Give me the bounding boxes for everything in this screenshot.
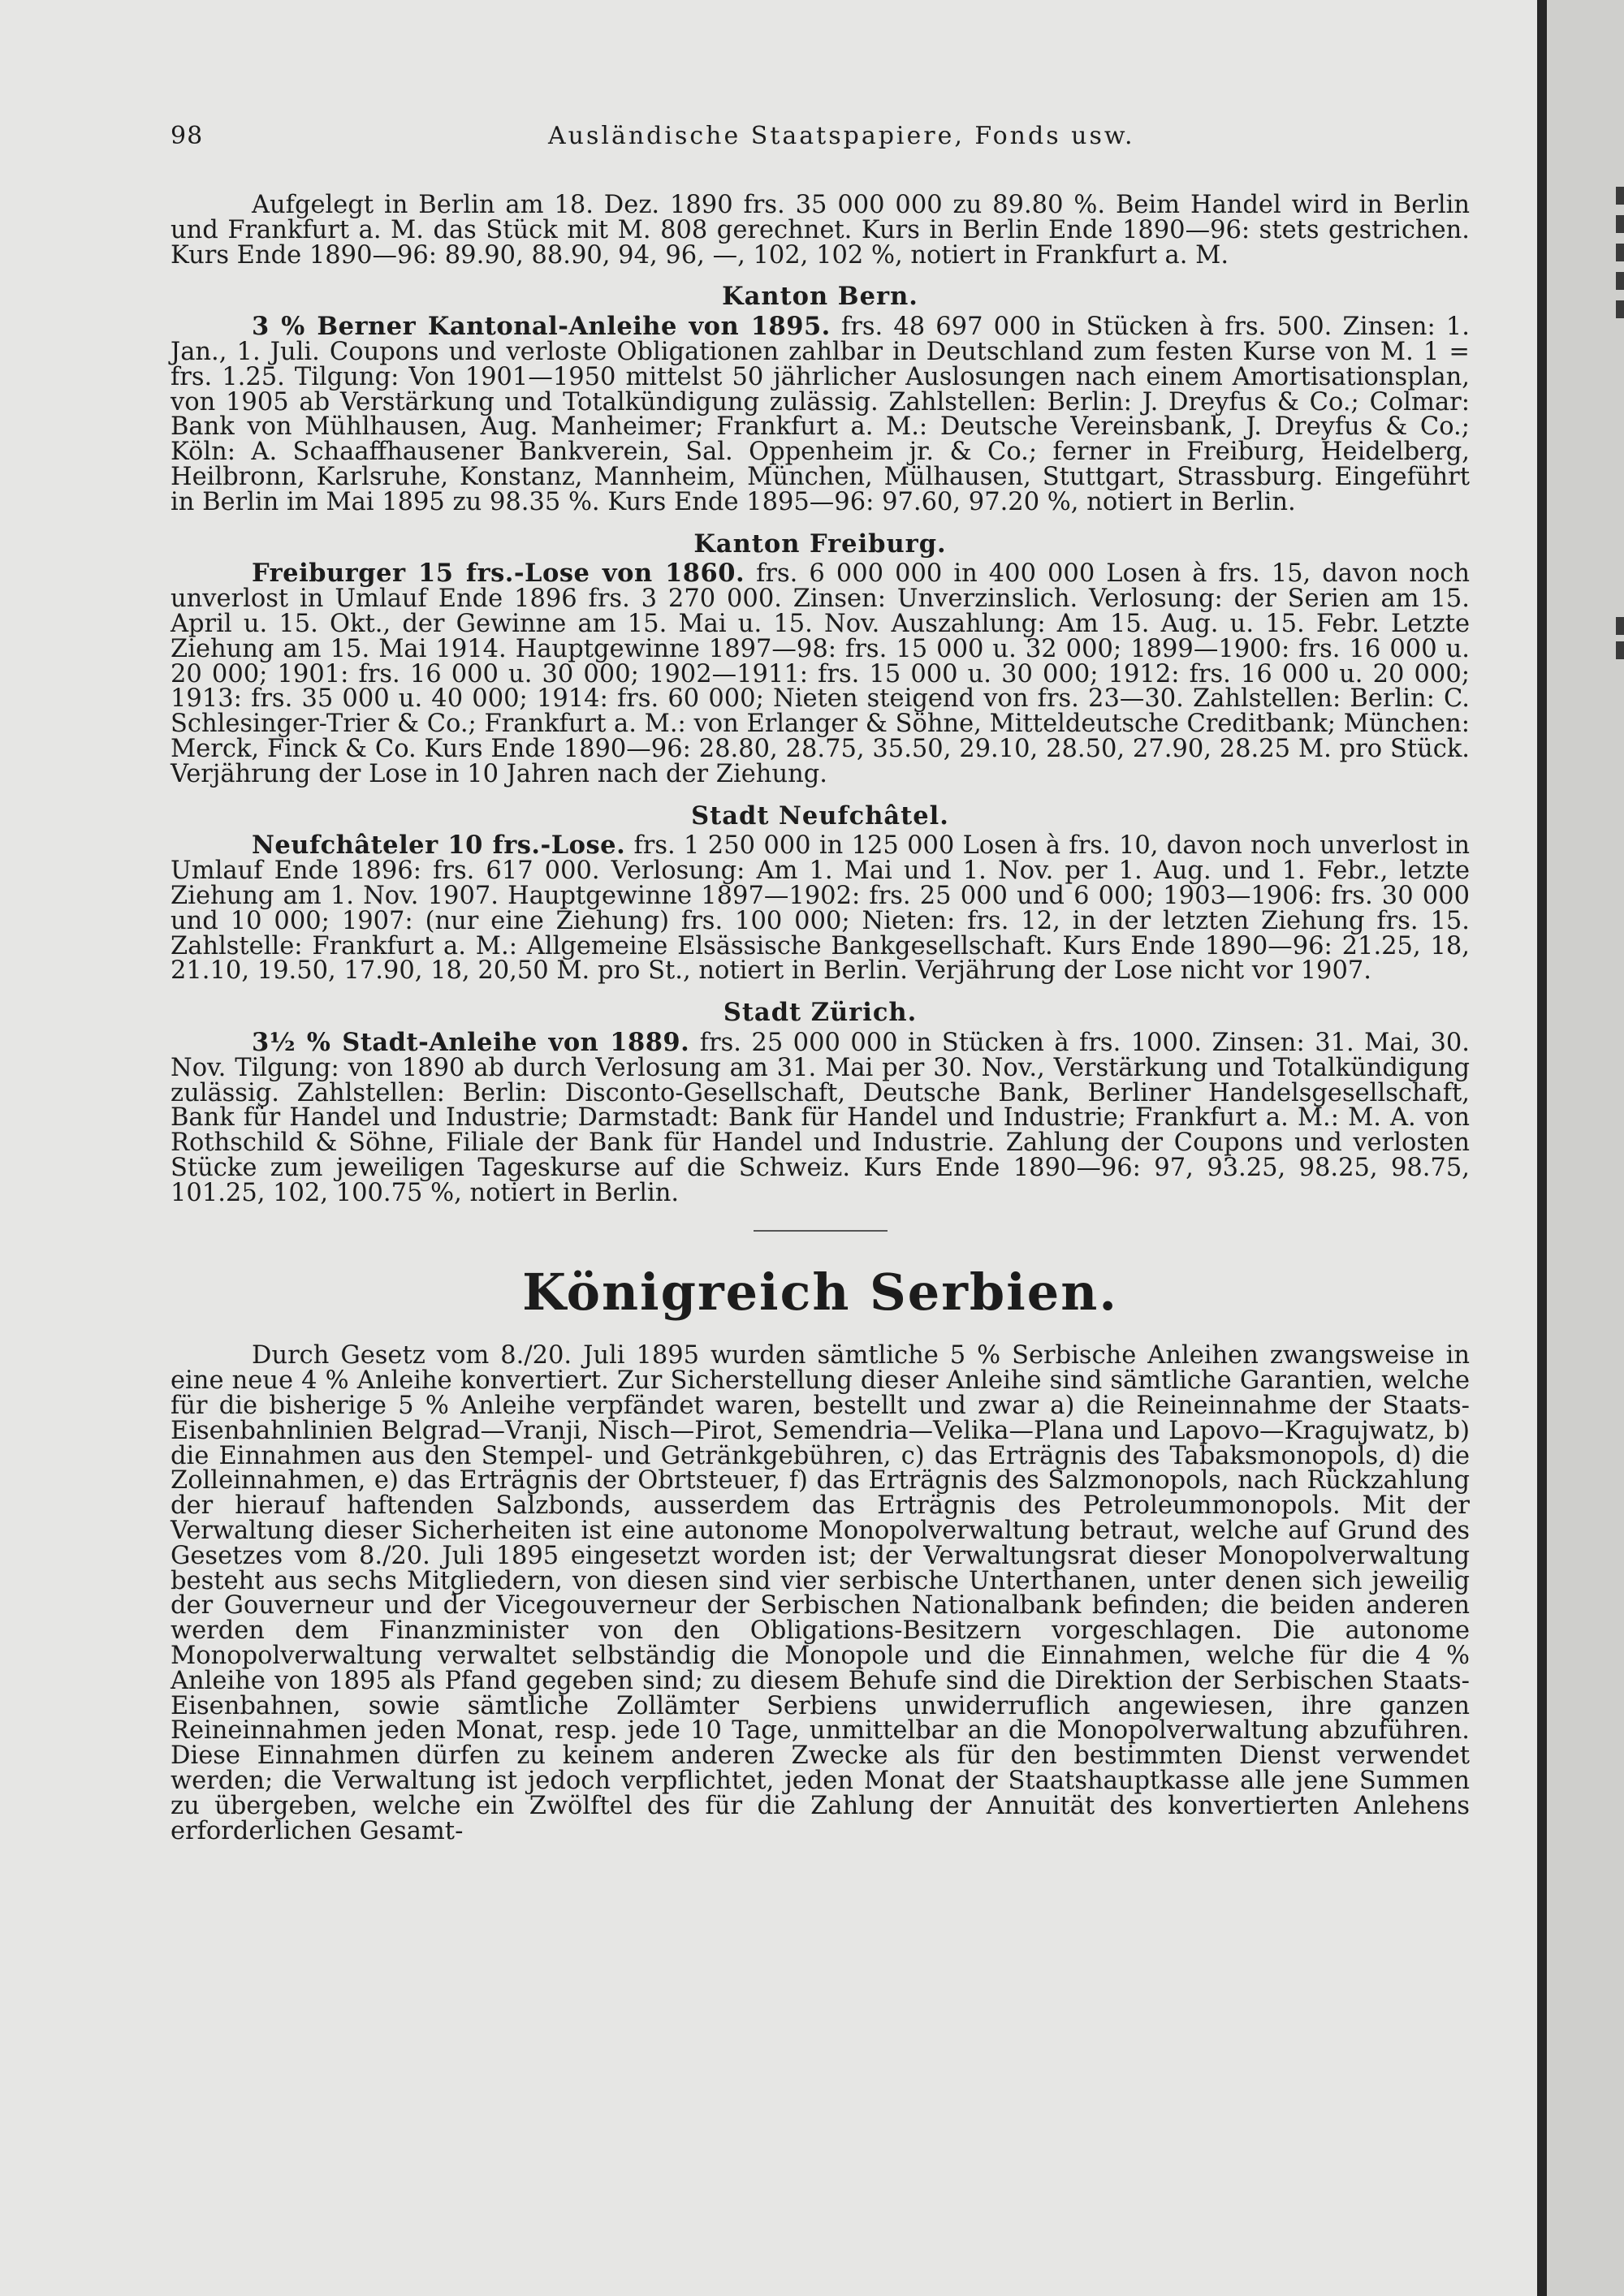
paragraph-zurich [171, 1027, 1470, 1207]
loan-text-zurich: frs. 25 000 000 in Stücken à frs. 1000. Zinsen: 31. Mai, 30. Nov. Tilgung: von 1890 ab durch Verlosung am 31. Mai per 30. Nov., Verstärkung und Totalkündigung zulässig. Zahlstellen: Berlin: Disconto-Gesellschaft, Deutsche Bank, Berliner Handelsgesellschaft, Bank für Handel und Industrie; Darmstadt: Bank für Handel und Industrie; Frankfurt a. M.: M. A. von Rothschild & Söhne, Filiale der Bank für Handel und Industrie. Zahlung der Coupons und verlosten Stücke zum jeweiligen Tageskurse auf die Schweiz. Kurs Ende 1890—96: 97, 93.25, 98.25, 98.75, 101.25, 102, 100.75 %, notiert in Berlin. [171, 1028, 1470, 1207]
loan-title-zurich: 3½ % Stadt-Anleihe von 1889. [252, 1027, 690, 1057]
section-divider [754, 1230, 888, 1232]
paragraph-freiburg [171, 561, 1470, 787]
section-heading-neufchatel: Stadt Neufchâtel. [691, 801, 949, 831]
adjacent-page-mark [1616, 244, 1624, 261]
section-heading-zurich: Stadt Zürich. [723, 998, 918, 1028]
adjacent-page-mark [1616, 300, 1624, 318]
intro-paragraph: Aufgelegt in Berlin am 18. Dez. 1890 frs. 35 000 000 zu 89.80 %. Beim Handel wird in Berlin und Frankfurt a. M. das Stück mit M. 808 gerechnet. Kurs in Berlin Ende 1890—96: stets gestrichen. Kurs Ende 1890—96: 89.90, 88.90, 94, 96, —, 102, 102 %, notiert in Frankfurt a. M. [171, 191, 1470, 270]
loan-title-neufchatel: Neufchâteler 10 frs.-Lose. [252, 831, 626, 861]
loan-text-neufchatel: frs. 1 250 000 in 125 000 Losen à frs. 10, davon noch unverlost in Umlauf Ende 1896: frs. 617 000. Verlosung: Am 1. Mai und 1. Nov. per 1. Aug. und 1. Febr., letzte Ziehung am 1. Nov. 1907. Hauptgewinne 1897—1902: frs. 25 000 und 6 000; 1903—1906: frs. 30 000 und 10 000; 1907: (nur eine Ziehung) frs. 100 000; Nieten: frs. 12, in der letzten Ziehung frs. 15. Zahlstelle: Frankfurt a. M.: Allgemeine Elsässische Bankgesellschaft. Kurs Ende 1890—96: 21.25, 18, 21.10, 19.50, 17.90, 18, 20,50 M. pro St., notiert in Berlin. Verjährung der Lose nicht vor 1907. [171, 831, 1470, 986]
chapter-paragraph: Durch Gesetz vom 8./20. Juli 1895 wurden sämtliche 5 % Serbische Anleihen zwangsweise in eine neue 4 % Anleihe konvertiert. Zur Sicherstellung dieser Anleihe sind sämtliche Garantien, welche für die bisherige 5 % Anleihe verpfändet waren, bestellt und zwar a) die Reineinnahme der Staats-Eisenbahnlinien Belgrad—Vranji, Nisch—Pirot, Semendria—Velika—Plana und Lapovo—Kragujwatz, b) die Einnahmen aus den Stempel- und Getränkgebühren, c) das Erträgnis des Tabaksmonopols, d) die Zolleinnahmen, e) das Erträgnis der Obrtsteuer, f) das Erträgnis des Salzmonopols, nach Rückzahlung der hierauf haftenden Salzbonds, ausserdem das Erträgnis des Petroleummonopols. Mit der Verwaltung dieser Sicherheiten ist eine autonome Monopolverwaltung betraut, welche auf Grund des Gesetzes vom 8./20. Juli 1895 eingesetzt worden ist; der Verwaltungsrat dieser Monopolverwaltung besteht aus sechs Mitgliedern, von diesen sind vier serbische Unterthanen, unter denen sich jeweilig der Gouverneur und der Vicegouverneur der Serbischen Nationalbank befinden; die beiden anderen werden dem Finanzminister von den Obligations-Besitzern vorgeschlagen. Die autonome Monopolverwaltung verwaltet selbständig die Monopole und die Einnahmen, welche für die 4 % Anleihe von 1895 als Pfand gegeben sind; zu diesem Behufe sind die Direktion der Serbischen Staats-Eisenbahnen, sowie sämtliche Zollämter Serbiens unwiderruflich angewiesen, ihre ganzen Reineinnahmen jeden Monat, resp. jede 10 Tage, unmittelbar an die Monopolverwaltung abzuführen. Diese Einnahmen dürfen zu keinem anderen Zwecke als für den bestimmten Dienst verwendet werden; die Verwaltung ist jedoch verpflichtet, jeden Monat der Staatshauptkasse alle jene Summen zu übergeben, welche ein Zwölftel des für die Zahlung der Annuität des konvertierten Anlehens erforderlichen Gesamt- [171, 1341, 1470, 1845]
adjacent-page-mark [1616, 641, 1624, 659]
adjacent-page-edge [1547, 0, 1624, 2296]
section-heading-bern: Kanton Bern. [722, 282, 918, 312]
adjacent-page-mark [1616, 617, 1624, 635]
running-title: Ausländische Staatspapiere, Fonds usw. [548, 122, 1135, 150]
loan-text-bern: frs. 48 697 000 in Stücken à frs. 500. Zinsen: 1. Jan., 1. Juli. Coupons und verloste Obligationen zahlbar in Deutschland zum festen Kurse von M. 1 = frs. 1.25. Tilgung: Von 1901—1950 mittelst 50 jährlicher Auslosungen nach einem Amortisationsplan, von 1905 ab Verstärkung und Totalkündigung zulässig. Zahlstellen: Berlin: J. Dreyfus & Co.; Colmar: Bank von Mühlhausen, Aug. Manheimer; Frankfurt a. M.: Deutsche Vereinsbank, J. Dreyfus & Co.; Köln: A. Schaaffhausener Bankverein, Sal. Oppenheim jr. & Co.; ferner in Freiburg, Heidelberg, Heilbronn, Karlsruhe, Konstanz, Mannheim, München, Mülhausen, Stuttgart, Strassburg. Eingeführt in Berlin im Mai 1895 zu 98.35 %. Kurs Ende 1895—96: 97.60, 97.20 %, notiert in Berlin. [171, 313, 1470, 516]
adjacent-page-mark [1616, 272, 1624, 290]
page-body [171, 193, 1470, 1844]
loan-title-bern: 3 % Berner Kantonal-Anleihe von 1895. [252, 312, 831, 342]
paragraph-bern [171, 314, 1470, 515]
page-header [171, 122, 1470, 154]
loan-text-freiburg: frs. 6 000 000 in 400 000 Losen à frs. 15, davon noch unverlost in Umlauf Ende 1896 frs. 3 270 000. Zinsen: Unverzinslich. Verlosung: der Serien am 15. April u. 15. Okt., der Gewinne am 15. Mai u. 15. Nov. Auszahlung: Am 15. Aug. u. 15. Febr. Letzte Ziehung am 15. Mai 1914. Hauptgewinne 1897—98: frs. 15 000 u. 32 000; 1899—1900: frs. 16 000 u. 20 000; 1901: frs. 16 000 u. 30 000; 1902—1911: frs. 15 000 u. 30 000; 1912: frs. 16 000 u. 20 000; 1913: frs. 35 000 u. 40 000; 1914: frs. 60 000; Nieten steigend von frs. 23—30. Zahlstellen: Berlin: C. Schlesinger-Trier & Co.; Frankfurt a. M.: von Erlanger & Söhne, Mitteldeutsche Creditbank; München: Merck, Finck & Co. Kurs Ende 1890—96: 28.80, 28.75, 35.50, 29.10, 28.50, 27.90, 28.25 M. pro Stück. Verjährung der Lose in 10 Jahren nach der Ziehung. [171, 559, 1470, 788]
section-heading-freiburg: Kanton Freiburg. [693, 529, 947, 559]
chapter-title: Königreich Serbien. [522, 1262, 1118, 1323]
page-number: 98 [171, 122, 204, 150]
adjacent-page-mark [1616, 187, 1624, 205]
adjacent-page-mark [1616, 215, 1624, 233]
paragraph-neufchatel [171, 833, 1470, 984]
loan-title-freiburg: Freiburger 15 frs.-Lose von 1860. [252, 559, 745, 589]
